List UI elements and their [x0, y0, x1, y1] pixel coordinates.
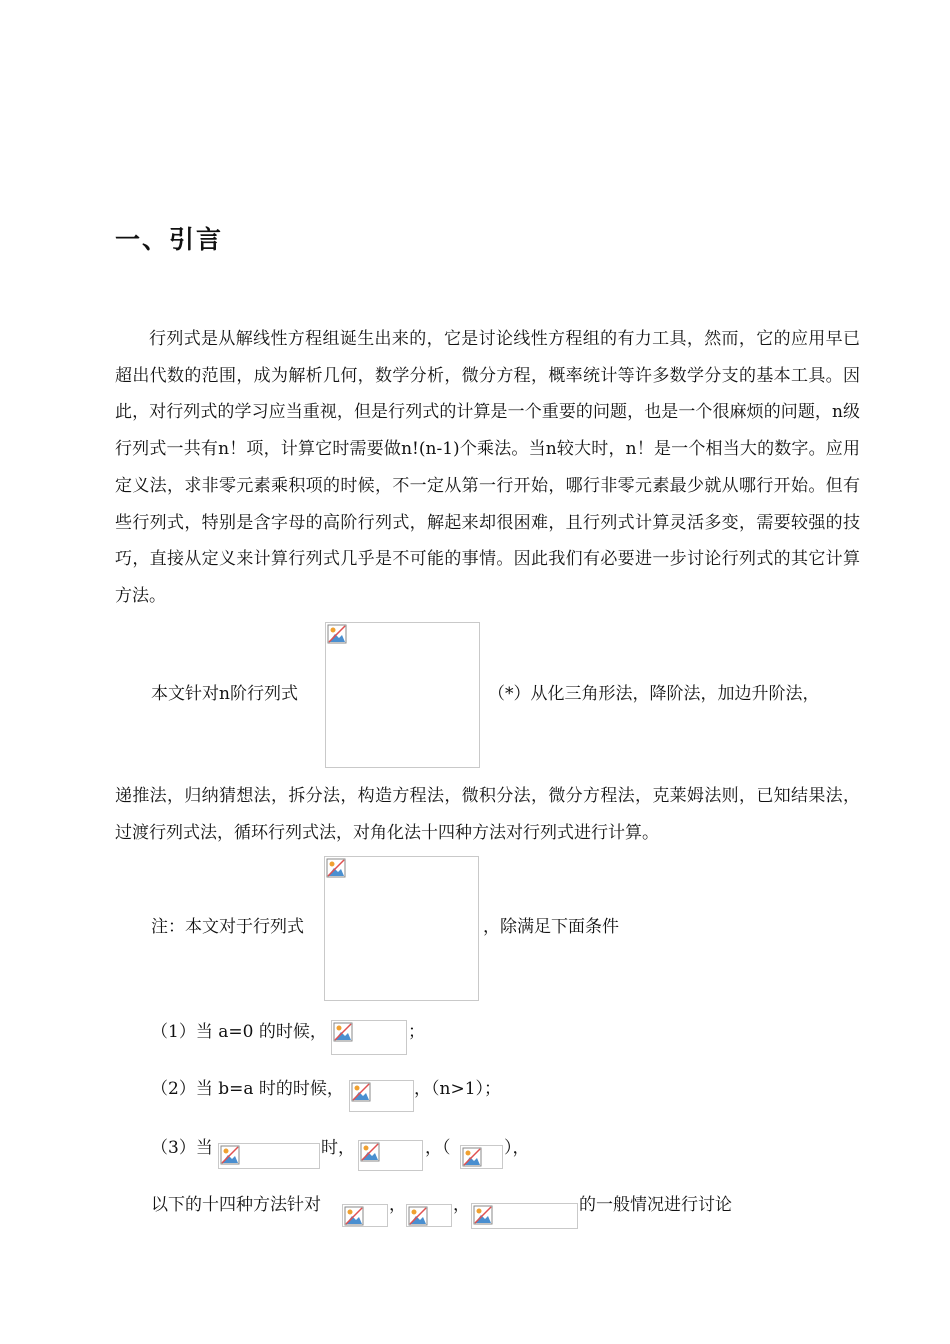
- methods-intro-prefix: 本文针对n阶行列式: [151, 684, 298, 704]
- condition-3-prefix: （3）当: [151, 1138, 213, 1158]
- broken-image-icon: [326, 858, 346, 878]
- section-heading: 一、引言: [115, 225, 224, 254]
- closing-suffix: 的一般情况进行讨论: [579, 1195, 732, 1215]
- condition-1-formula-image: [331, 1020, 407, 1055]
- condition-2-suffix: ，（n>1）；: [414, 1079, 502, 1099]
- closing-prefix: 以下的十四种方法针对: [151, 1195, 321, 1215]
- methods-intro-suffix: （*）从化三角形法，降阶法，加边升阶法，: [488, 684, 820, 704]
- condition-1-prefix: （1）当 a=0 的时候，: [151, 1022, 327, 1042]
- condition-3-suffix: ），: [504, 1138, 530, 1158]
- closing-separator-1: ，: [389, 1195, 406, 1215]
- closing-formula-image-c: [471, 1203, 578, 1229]
- broken-image-icon: [473, 1205, 493, 1225]
- closing-separator-2: ，: [453, 1195, 470, 1215]
- condition-3-formula-image-b: [358, 1140, 423, 1171]
- condition-2-prefix: （2）当 b=a 时的时候，: [151, 1079, 344, 1099]
- determinant-formula-image: [325, 622, 480, 768]
- condition-3-formula-image-a: [218, 1143, 320, 1169]
- intro-paragraph: 行列式是从解线性方程组诞生出来的，它是讨论线性方程组的有力工具，然而，它的应用早已超出代数的范围，成为解析几何，数学分析，微分方程，概率统计等许多数学分支的基本工具。因此，对行列式的学习应当重视，但是行列式的计算是一个重要的问题，也是一个很麻烦的问题，n级行列式一共有n！项，计算它时需要做n!(n-1)个乘法。当n较大时，n！是一个相当大的数字。应用定义法，求非零元素乘积项的时候，不一定从第一行开始，哪行非零元素最少就从哪行开始。但有些行列式，特别是含字母的高阶行列式，解起来却很困难，且行列式计算灵活多变，需要较强的技巧，直接从定义来计算行列式几乎是不可能的事情。因此我们有必要进一步讨论行列式的其它计算方法。: [115, 329, 860, 606]
- methods-list-paragraph: 递推法，归纳猜想法，拆分法，构造方程法，微积分法，微分方程法，克莱姆法则，已知结果法，过渡行列式法，循环行列式法，对角化法十四种方法对行列式进行计算。: [115, 786, 860, 843]
- condition-3-formula-image-c: [460, 1145, 503, 1169]
- closing-formula-image-b: [406, 1204, 452, 1227]
- note-suffix: ，除满足下面条件: [483, 917, 619, 937]
- condition-3-mid-1: 时，: [321, 1138, 355, 1158]
- closing-formula-image-a: [342, 1204, 388, 1227]
- condition-1-suffix: ；: [408, 1022, 425, 1042]
- broken-image-icon: [344, 1206, 364, 1226]
- condition-3-mid-2: ，（: [425, 1138, 451, 1158]
- condition-2-formula-image: [349, 1080, 414, 1112]
- note-prefix: 注：本文对于行列式: [151, 917, 304, 937]
- broken-image-icon: [360, 1142, 380, 1162]
- note-determinant-image: [324, 856, 479, 1001]
- broken-image-icon: [327, 624, 347, 644]
- broken-image-icon: [408, 1206, 428, 1226]
- broken-image-icon: [220, 1145, 240, 1165]
- broken-image-icon: [333, 1022, 353, 1042]
- broken-image-icon: [351, 1082, 371, 1102]
- broken-image-icon: [462, 1147, 482, 1167]
